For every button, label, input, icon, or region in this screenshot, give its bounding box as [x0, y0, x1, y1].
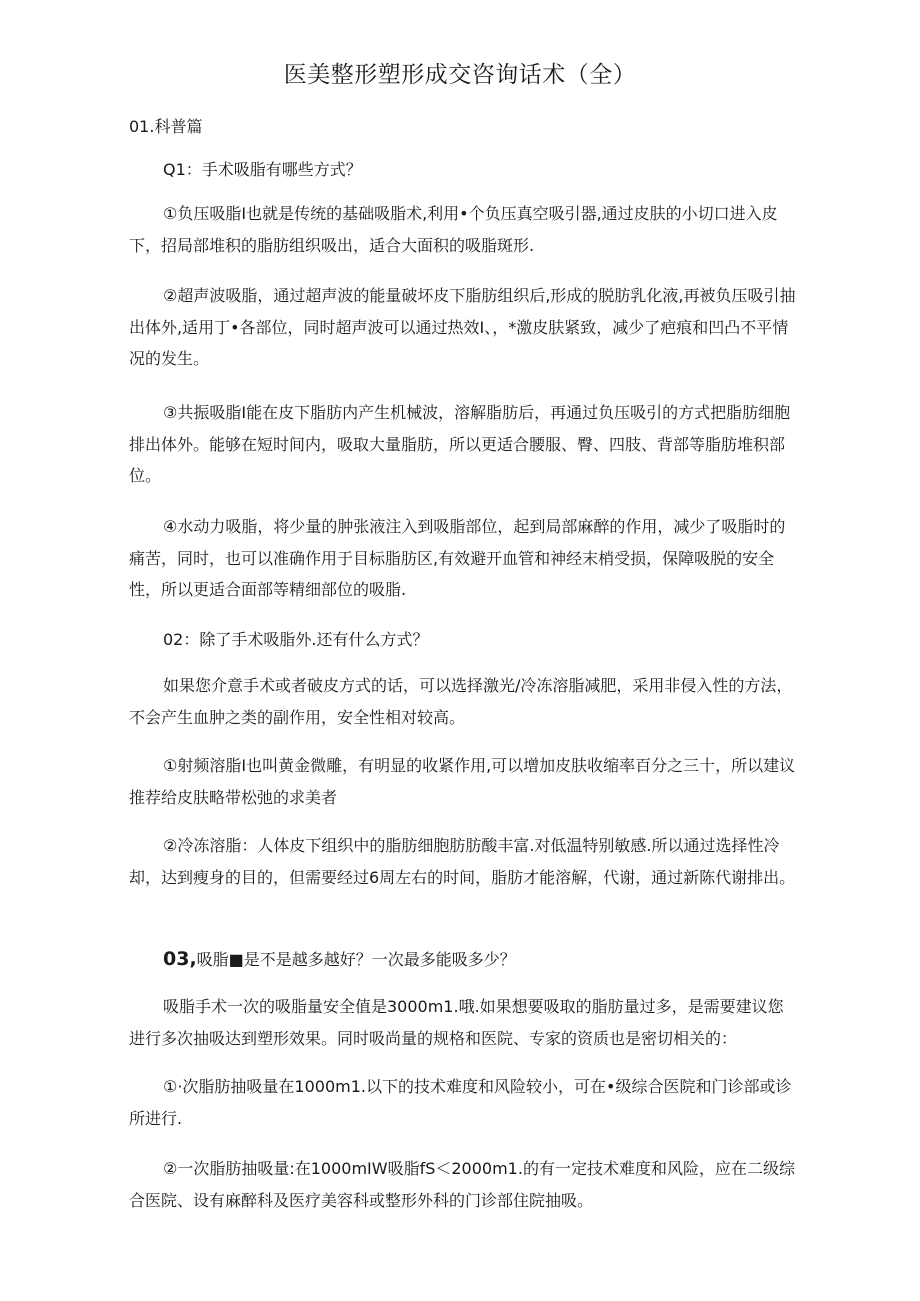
section-heading: 01.科普篇: [129, 117, 203, 136]
q1-item-3: ③共振吸脂I能在皮下脂肪内产生机械波，溶解脂肪后，再通过负压吸引的方式把脂肪细胞排出体外。能够在短时间内，吸取大量脂肪，所以更适合腰服、臀、四肢、背部等脂肪堆积部位。: [129, 403, 791, 485]
q3-item-2: ②一次脂肪抽吸量:在1000mIW吸脂fS＜2000m1.的有一定技术难度和风险，应在二级综合医院、设有麻醉科及医疗美容科或整形外科的门诊部住院抽吸。: [129, 1159, 795, 1210]
question-3-number: 03,: [163, 948, 197, 970]
q1-item-1: ①负压吸脂I也就是传统的基础吸脂术,利用•个负压真空吸引器,通过皮肤的小切口进入皮下，招局部堆积的脂肪组织吸出，适合大面积的吸脂斑形.: [129, 204, 778, 255]
q1-item-4: ④水动力吸脂，将少量的肿张液注入到吸脂部位，起到局部麻醉的作用，减少了吸脂时的痛苦，同时，也可以准确作用于目标脂肪区,有效避开血管和神经末梢受损，保障吸脱的安全性，所以更适合面部等精细部位的吸脂.: [129, 517, 786, 599]
question-3-text: 吸脂■是不是越多越好？一次最多能吸多少？: [196, 950, 516, 969]
q2-item-2: ②冷冻溶脂：人体皮下组织中的脂肪细胞肪肪酸丰富.对低温特别敏感.所以通过选择性冷却，达到瘦身的目的，但需要经过6周左右的时间，脂肪才能溶解，代谢，通过新陈代谢排出。: [129, 836, 796, 887]
q3-intro: 吸脂手术一次的吸脂量安全值是3000m1.哦.如果想要吸取的脂肪量过多，是需要建议您进行多次抽吸达到塑形效果。同时吸尚量的规格和医院、专家的资质也是密切相关的：: [129, 997, 784, 1048]
q2-item-1: ①射频溶脂I也叫黄金微雕，有明显的收紧作用,可以增加皮肤收缩率百分之三十，所以建议推荐给皮肤略带松弛的求美者: [129, 756, 796, 807]
document-title: 医美整形塑形成交咨询话术（全）: [283, 62, 637, 88]
q1-item-2: ②超声波吸脂，通过超声波的能量破坏皮下脂肪组织后,形成的脱肪乳化液,再被负压吸引抽出体外,适用丁•各部位，同时超声波可以通过热效I、，*激皮肤紧致，减少了疤痕和凹凸不平情况的发生。: [129, 286, 796, 368]
q3-item-1: ①·次脂肪抽吸量在1000m1.以下的技术难度和风险较小，可在•级综合医院和门诊部或诊所进行.: [129, 1077, 792, 1128]
question-1: Q1：手术吸脂有哪些方式？: [163, 160, 362, 179]
question-3: [163, 945, 516, 974]
q2-intro: 如果您介意手术或者破皮方式的话，可以选择激光/冷冻溶脂减肥，采用非侵入性的方法，不会产生血肿之类的副作用，安全性相对较高。: [129, 676, 793, 727]
question-2: 02：除了手术吸脂外.还有什么方式？: [163, 630, 429, 649]
